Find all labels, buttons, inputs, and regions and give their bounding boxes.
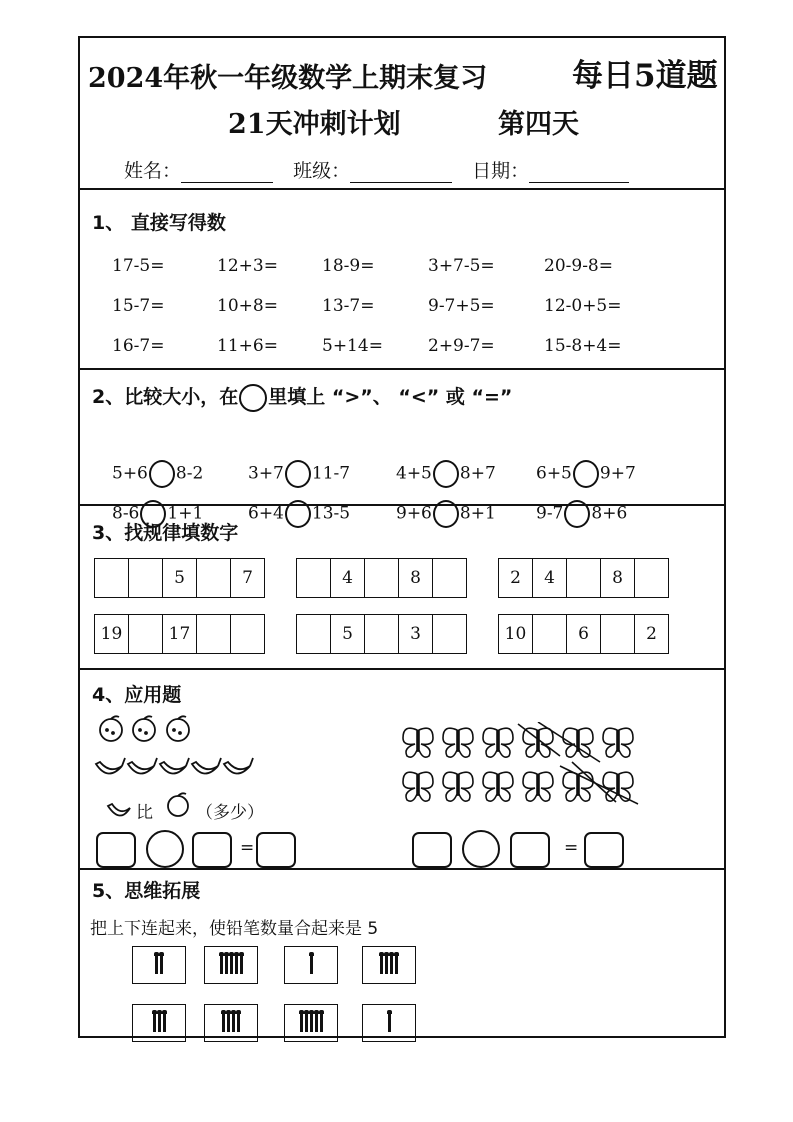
pencil-box-bottom[interactable] bbox=[132, 1004, 186, 1042]
pattern-cell: 6 bbox=[567, 615, 601, 653]
butterfly-icon bbox=[603, 772, 633, 801]
pattern-cell[interactable] bbox=[95, 559, 129, 597]
butterfly-icon bbox=[603, 728, 633, 757]
date-label: 日期： bbox=[472, 160, 530, 182]
pencil-box-bottom[interactable] bbox=[284, 1004, 338, 1042]
worksheet bbox=[78, 36, 726, 1038]
compare-item bbox=[112, 460, 203, 488]
pencil-icon bbox=[232, 1014, 235, 1032]
equals-sign-2: = bbox=[564, 838, 579, 858]
pencil-icon bbox=[160, 956, 163, 974]
answer-box-5[interactable] bbox=[510, 832, 550, 868]
section-4-title: 4、应用题 bbox=[92, 684, 182, 706]
pencil-icon bbox=[385, 956, 388, 974]
pattern-cell[interactable] bbox=[601, 615, 635, 653]
compare-circle[interactable] bbox=[433, 460, 459, 488]
pattern-cell: 8 bbox=[601, 559, 635, 597]
pattern-cell[interactable] bbox=[433, 559, 466, 597]
pattern-cell[interactable] bbox=[533, 615, 567, 653]
compare-right: 9+7 bbox=[599, 463, 636, 484]
equals-sign: = bbox=[240, 838, 255, 858]
pencil-icon bbox=[230, 956, 233, 974]
operator-circle-1[interactable] bbox=[146, 830, 184, 868]
answer-box-2[interactable] bbox=[192, 832, 232, 868]
day-label: 第四天 bbox=[498, 109, 579, 140]
butterfly-icon bbox=[483, 772, 513, 801]
pencil-box-bottom[interactable] bbox=[204, 1004, 258, 1042]
question-label: （多少） bbox=[196, 803, 264, 823]
compare-item bbox=[536, 460, 636, 488]
pattern-cell: 17 bbox=[163, 615, 197, 653]
pencil-box-top[interactable] bbox=[284, 946, 338, 984]
compare-left: 3+7 bbox=[248, 463, 284, 484]
compare-item bbox=[248, 460, 350, 488]
worksheet-subtitle bbox=[228, 102, 579, 141]
pencil-box-bottom[interactable] bbox=[362, 1004, 416, 1042]
compare-right: 13-5 bbox=[311, 503, 351, 524]
worksheet-title bbox=[88, 56, 724, 95]
section-1-title: 1、 直接写得数 bbox=[92, 212, 226, 234]
pencil-icon bbox=[225, 956, 228, 974]
date-field[interactable] bbox=[529, 164, 629, 183]
pattern-cell[interactable] bbox=[197, 559, 231, 597]
pencil-icon bbox=[388, 1014, 391, 1032]
answer-box-3[interactable] bbox=[256, 832, 296, 868]
compare-right: 8-2 bbox=[175, 463, 204, 484]
compare-left: 5+6 bbox=[112, 463, 148, 484]
compare-left: 9+6 bbox=[396, 503, 432, 524]
pencil-icon bbox=[310, 1014, 313, 1032]
pencil-icon bbox=[163, 1014, 166, 1032]
banana-icons bbox=[92, 750, 262, 784]
pencil-icon bbox=[390, 956, 393, 974]
pattern-cell: 4 bbox=[533, 559, 567, 597]
answer-box-1[interactable] bbox=[96, 832, 136, 868]
pencil-icon bbox=[222, 1014, 225, 1032]
butterfly-icon bbox=[403, 728, 433, 757]
operator-circle-2[interactable] bbox=[462, 830, 500, 868]
pencil-icon bbox=[310, 956, 313, 974]
butterfly-icon bbox=[523, 772, 553, 801]
section-compare bbox=[80, 368, 724, 524]
calc-item: 2+9-7= bbox=[428, 336, 495, 356]
section-pattern bbox=[80, 504, 724, 670]
section-direct-calc bbox=[80, 188, 724, 370]
pencil-box-top[interactable] bbox=[204, 946, 258, 984]
pattern-row bbox=[296, 558, 467, 598]
compare-item bbox=[396, 460, 496, 488]
pattern-row bbox=[94, 558, 265, 598]
pencil-icon bbox=[153, 1014, 156, 1032]
answer-box-6[interactable] bbox=[584, 832, 624, 868]
orange-icon bbox=[164, 790, 192, 818]
calc-item: 13-7= bbox=[322, 296, 375, 316]
calc-item: 17-5= bbox=[112, 256, 165, 276]
pattern-cell: 5 bbox=[163, 559, 197, 597]
compare-circle[interactable] bbox=[573, 460, 599, 488]
pattern-cell: 7 bbox=[242, 568, 253, 588]
pencil-icon bbox=[320, 1014, 323, 1032]
butterfly-icon bbox=[563, 728, 593, 757]
pattern-cell[interactable] bbox=[297, 559, 331, 597]
pencil-icon bbox=[227, 1014, 230, 1032]
pattern-cell: 5 bbox=[331, 615, 365, 653]
title-text: 2024年秋一年级数学上期末复习 bbox=[88, 63, 488, 94]
butterfly-icon bbox=[443, 772, 473, 801]
pencil-icon bbox=[380, 956, 383, 974]
compare-left: 4+5 bbox=[396, 463, 432, 484]
pattern-cell: 3 bbox=[399, 615, 433, 653]
compare-left: 9-7 bbox=[536, 503, 564, 524]
pattern-cell[interactable] bbox=[129, 615, 163, 653]
pencil-icon bbox=[300, 1014, 303, 1032]
banana-icon bbox=[104, 792, 134, 822]
calc-item: 20-9-8= bbox=[544, 256, 613, 276]
butterfly-icons bbox=[400, 722, 646, 806]
pattern-row bbox=[498, 558, 669, 598]
calc-item: 5+14= bbox=[322, 336, 383, 356]
pattern-cell[interactable] bbox=[365, 615, 399, 653]
answer-box-4[interactable] bbox=[412, 832, 452, 868]
compare-word: 比 bbox=[136, 803, 153, 823]
section-3-title: 3、找规律填数字 bbox=[92, 522, 239, 544]
circle-icon bbox=[239, 384, 267, 412]
compare-right: 8+7 bbox=[459, 463, 496, 484]
pattern-row bbox=[498, 614, 669, 654]
butterfly-icon bbox=[483, 728, 513, 757]
name-label: 姓名： bbox=[124, 160, 182, 182]
calc-item: 3+7-5= bbox=[428, 256, 495, 276]
calc-item: 15-7= bbox=[112, 296, 165, 316]
compare-right: 11-7 bbox=[311, 463, 351, 484]
calc-item: 15-8+4= bbox=[544, 336, 622, 356]
pencil-icon bbox=[395, 956, 398, 974]
student-info bbox=[124, 156, 643, 183]
pattern-cell: 8 bbox=[399, 559, 433, 597]
compare-left: 6+5 bbox=[536, 463, 572, 484]
pattern-cell: 4 bbox=[331, 559, 365, 597]
pencil-box-top[interactable] bbox=[132, 946, 186, 984]
compare-circle[interactable] bbox=[285, 460, 311, 488]
pattern-cell[interactable] bbox=[231, 615, 264, 653]
class-field[interactable] bbox=[350, 164, 452, 183]
pattern-cell[interactable] bbox=[197, 615, 231, 653]
pattern-cell[interactable] bbox=[297, 615, 331, 653]
pencil-icon bbox=[158, 1014, 161, 1032]
pattern-cell[interactable] bbox=[635, 559, 668, 597]
butterfly-icon bbox=[443, 728, 473, 757]
calc-item: 10+8= bbox=[217, 296, 278, 316]
pencil-icon bbox=[235, 956, 238, 974]
pattern-cell: 2 bbox=[499, 559, 533, 597]
calc-item: 9-7+5= bbox=[428, 296, 495, 316]
section-2-title-a: 2、比较大小，在 bbox=[92, 386, 239, 408]
pattern-cell: 19 bbox=[95, 615, 129, 653]
pencil-icon bbox=[155, 956, 158, 974]
compare-right: 8+6 bbox=[591, 503, 628, 524]
pencil-icon bbox=[240, 956, 243, 974]
pattern-cell: 10 bbox=[499, 615, 533, 653]
calc-item: 18-9= bbox=[322, 256, 375, 276]
pattern-row bbox=[296, 614, 467, 654]
compare-left: 6+4 bbox=[248, 503, 284, 524]
pencil-icon bbox=[237, 1014, 240, 1032]
butterfly-icon bbox=[403, 772, 433, 801]
calc-item: 11+6= bbox=[217, 336, 278, 356]
calc-item: 16-7= bbox=[112, 336, 165, 356]
pencil-icon bbox=[220, 956, 223, 974]
calc-item: 12+3= bbox=[217, 256, 278, 276]
section-2-title-b: 里填上 “>”、 “<” 或 “=” bbox=[268, 386, 513, 408]
butterfly-icon bbox=[523, 728, 553, 757]
pattern-cell[interactable] bbox=[129, 559, 163, 597]
pencil-icon bbox=[315, 1014, 318, 1032]
pattern-cell[interactable] bbox=[567, 559, 601, 597]
class-label: 班级： bbox=[293, 160, 351, 182]
pencil-icon bbox=[305, 1014, 308, 1032]
pencil-box-top[interactable] bbox=[362, 946, 416, 984]
compare-left: 8-6 bbox=[112, 503, 140, 524]
daily-label: 每日5道题 bbox=[572, 58, 718, 94]
pattern-cell: 2 bbox=[646, 624, 657, 644]
pattern-cell[interactable] bbox=[365, 559, 399, 597]
subtitle-text: 21天冲刺计划 bbox=[228, 109, 401, 140]
section-word-problem bbox=[80, 668, 724, 870]
compare-right: 1+1 bbox=[167, 503, 204, 524]
section-2-title bbox=[92, 382, 512, 412]
section-5-title: 5、思维拓展 bbox=[92, 880, 201, 902]
pattern-row bbox=[94, 614, 265, 654]
compare-circle[interactable] bbox=[149, 460, 175, 488]
name-field[interactable] bbox=[181, 164, 273, 183]
orange-icons bbox=[96, 714, 192, 744]
section-thinking bbox=[80, 868, 724, 1040]
pattern-cell[interactable] bbox=[433, 615, 466, 653]
calc-item: 12-0+5= bbox=[544, 296, 622, 316]
instruction-text: 把上下连起来，使铅笔数量合起来是 5 bbox=[90, 919, 379, 939]
compare-right: 8+1 bbox=[459, 503, 496, 524]
